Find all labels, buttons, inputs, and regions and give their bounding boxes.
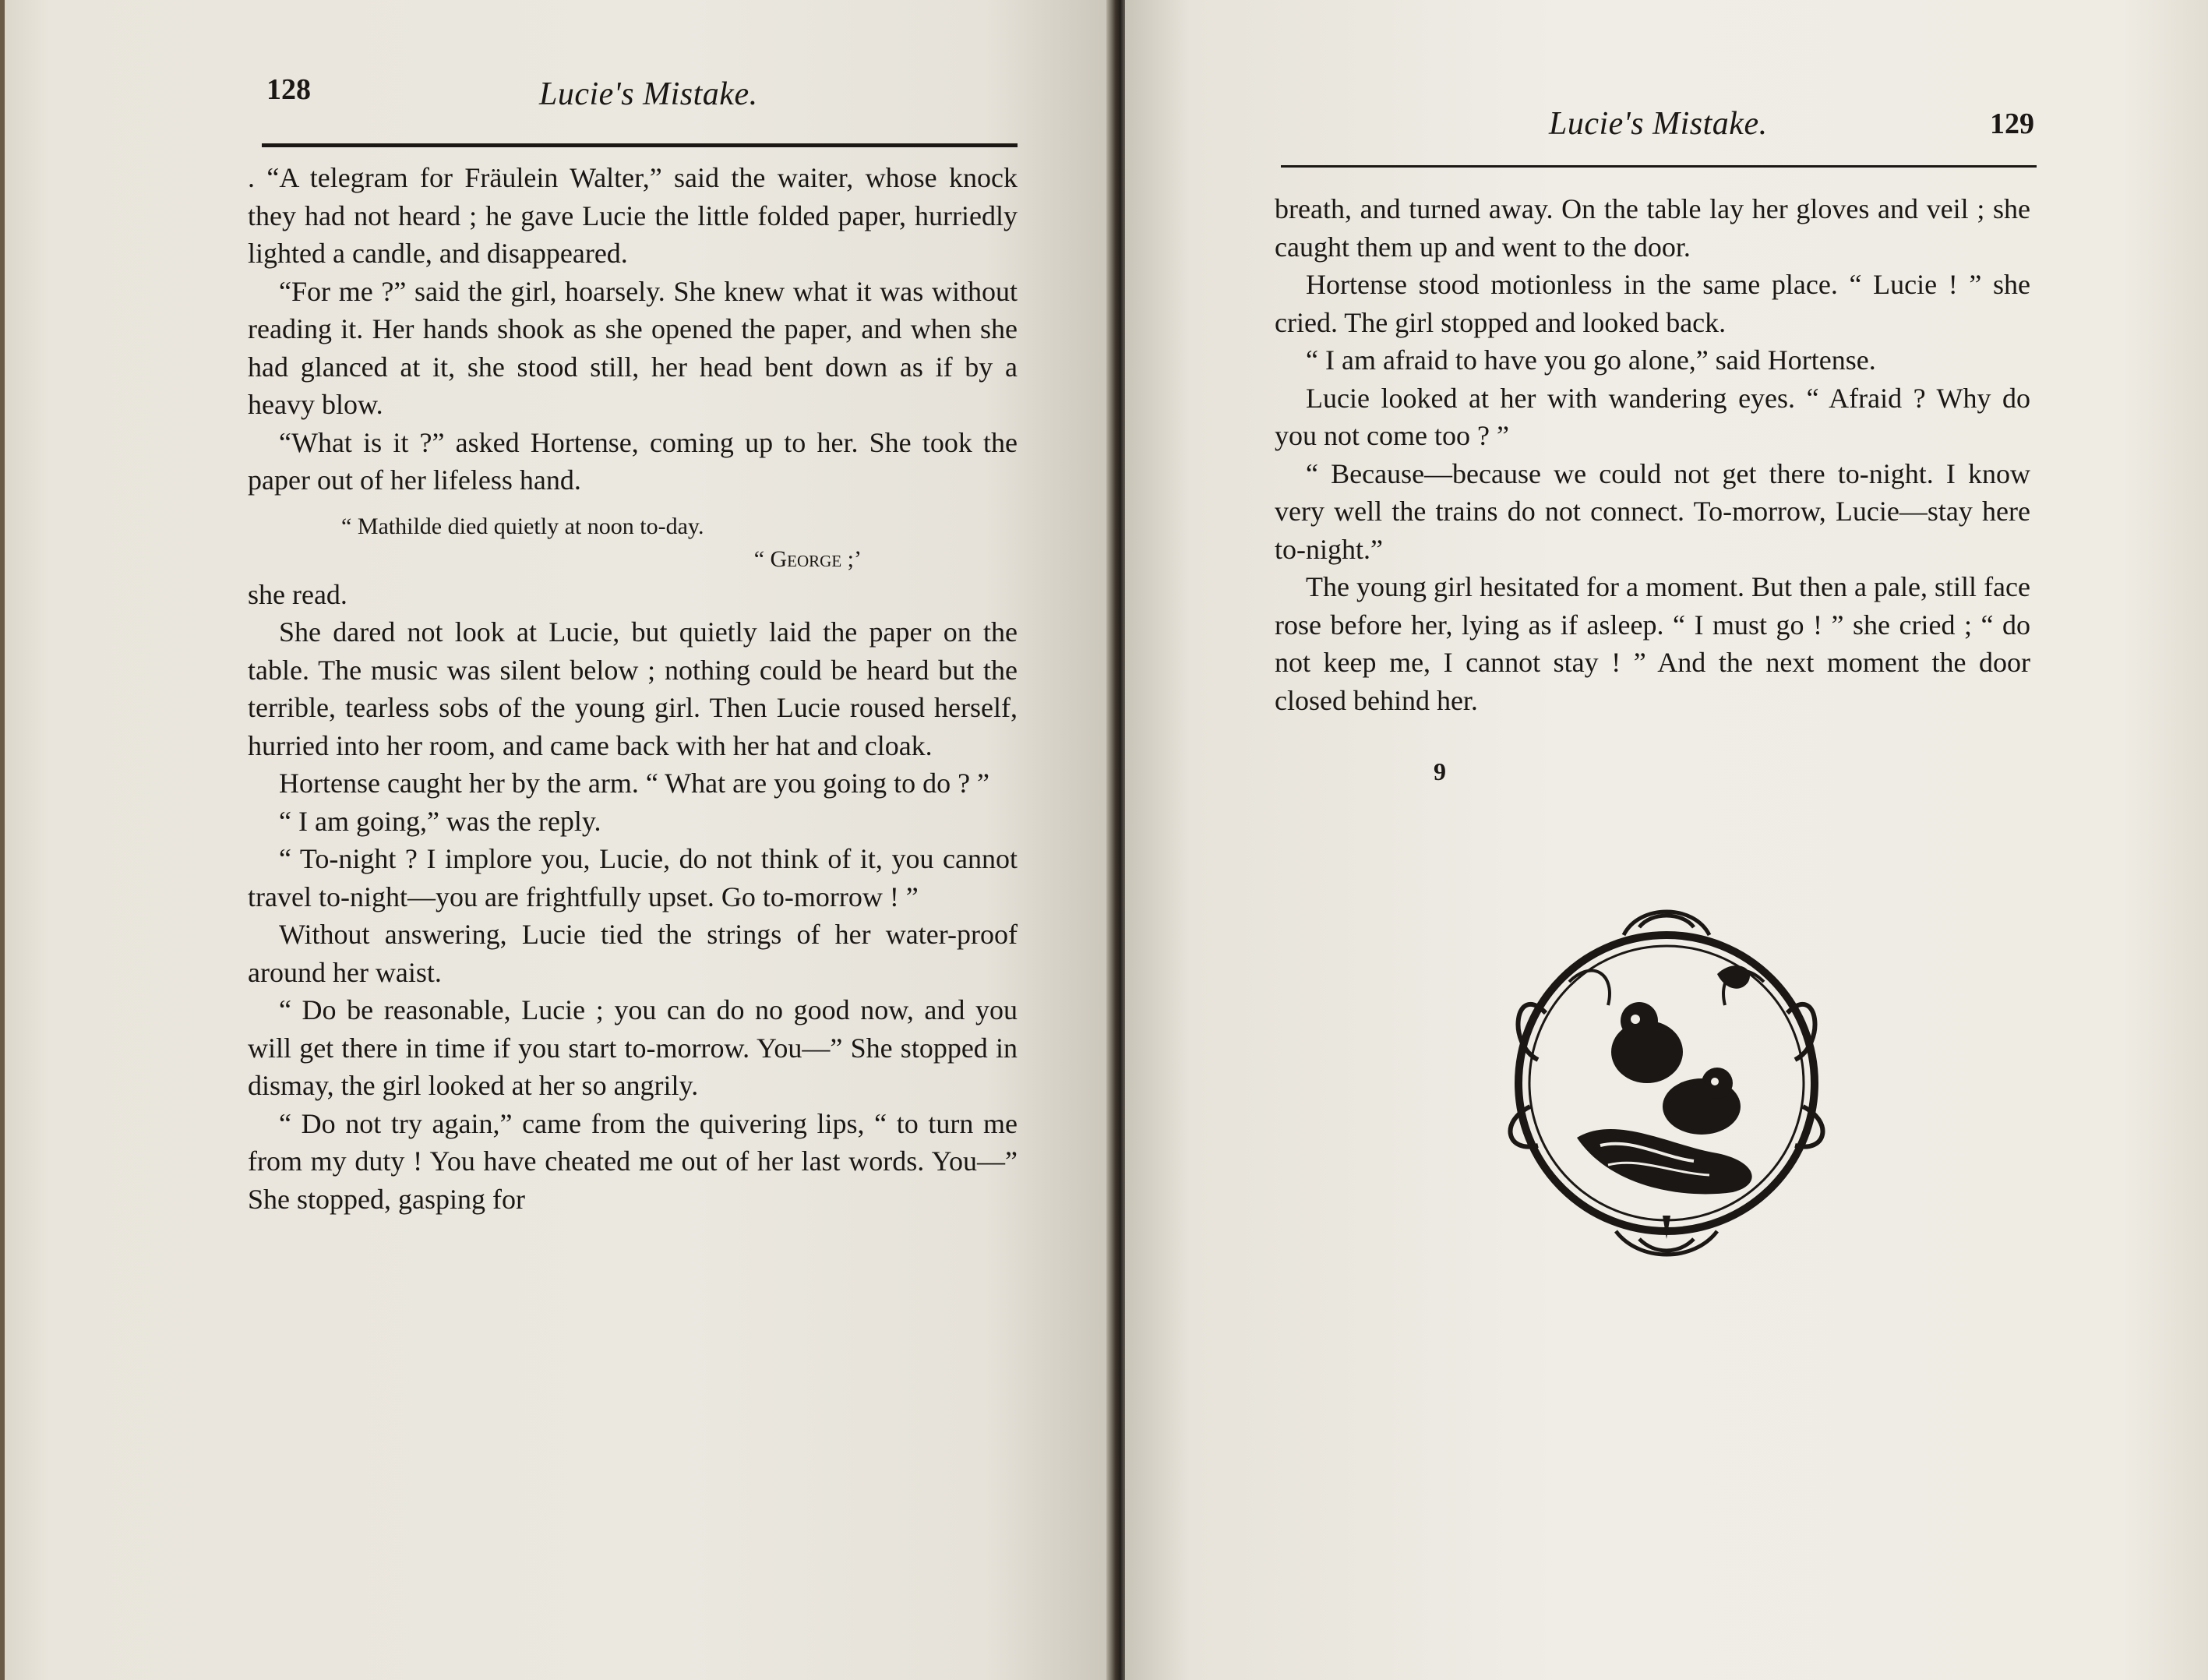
right-body-text xyxy=(1275,190,2030,719)
cherub-vignette-ornament xyxy=(1483,888,1850,1270)
paragraph: The young girl hesitated for a moment. But then a pale, still face rose before her, lying as if asleep. “ I must go ! ” she cried ; “ do not keep me, I cannot stay ! ” And the next moment the door closed behind her. xyxy=(1275,571,2030,716)
left-page-number: 128 xyxy=(266,73,311,106)
right-page xyxy=(1125,0,2208,1680)
paragraph: “ I am afraid to have you go alone,” said Hortense. xyxy=(1306,344,1876,376)
paragraph: “What is it ?” asked Hortense, coming up to her. She took the paper out of her lifeless hand. xyxy=(248,426,1018,496)
telegram-line: “ Mathilde died quietly at noon to-day. xyxy=(341,513,704,539)
signature-mark: 9 xyxy=(1434,757,1446,785)
paragraph: breath, and turned away. On the table lay her gloves and veil ; she caught them up and went to the door. xyxy=(1275,193,2030,263)
paragraph: “ I am going,” was the reply. xyxy=(279,805,601,837)
paragraph: Hortense stood motionless in the same place. “ Lucie ! ” she cried. The girl stopped and looked back. xyxy=(1275,269,2030,338)
left-body-text xyxy=(248,159,1018,1218)
right-running-title: Lucie's Mistake. xyxy=(1549,106,1768,142)
paragraph: she read. xyxy=(248,578,347,610)
right-page-number: 129 xyxy=(1990,108,2034,140)
paragraph: “ Because—because we could not get there to-night. I know very well the trains do not connect. To-morrow, Lucie—stay here to-night.” xyxy=(1275,457,2030,565)
paragraph: “ Do not try again,” came from the quivering lips, “ to turn me from my duty ! You have cheated me out of her last words. You—” She stopped, gasping for xyxy=(248,1107,1018,1215)
right-header-rule xyxy=(1281,165,2037,168)
paragraph: “ Do be reasonable, Lucie ; you can do no good now, and you will get there in time if you start to-morrow. You—” She stopped in dismay, the girl looked at her so angrily. xyxy=(248,994,1018,1101)
paragraph: “For me ?” said the girl, hoarsely. She knew what it was without reading it. Her hands shook as she opened the paper, and when she had glanced at it, she stood still, her head bent down as if by a heavy blow. xyxy=(248,275,1018,420)
telegram-quote xyxy=(248,510,1018,576)
bird xyxy=(1717,965,1750,989)
left-header-rule xyxy=(262,143,1018,147)
left-running-title: Lucie's Mistake. xyxy=(539,76,758,112)
wave-mass xyxy=(1577,1129,1752,1194)
paragraph: “ To-night ? I implore you, Lucie, do not think of it, you cannot travel to-night—you are frightfully upset. Go to-morrow ! ” xyxy=(248,843,1018,912)
paragraph: She dared not look at Lucie, but quietly laid the paper on the table. The music was silent below ; nothing could be heard but the terrible, tearless sobs of the young girl. Then Lucie roused herself, hurried into her room, and came back with her hat and cloak. xyxy=(248,616,1018,761)
paragraph: Lucie looked at her with wandering eyes. “ Afraid ? Why do you not come too ? ” xyxy=(1275,382,2030,451)
paragraph: . “A telegram for Fräulein Walter,” said the waiter, whose knock they had not heard ; he gave Lucie the little folded paper, hurriedly lighted a candle, and disappeared. xyxy=(248,162,1018,269)
paragraph: Without answering, Lucie tied the strings of her water-proof around her waist. xyxy=(248,919,1018,988)
paragraph: Hortense caught her by the arm. “ What are you going to do ? ” xyxy=(279,768,990,799)
telegram-signature: “ George ;’ xyxy=(753,545,862,572)
